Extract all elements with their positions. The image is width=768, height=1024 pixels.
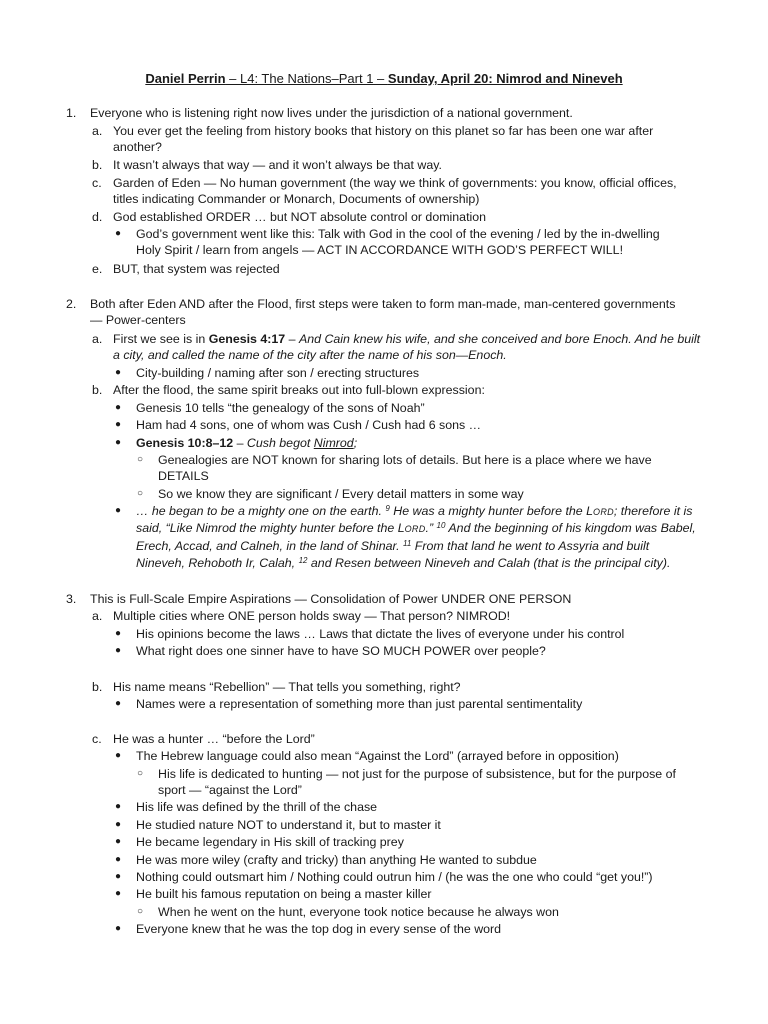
- sub-text: His name means “Rebellion” — That tells you something, right?: [113, 680, 461, 694]
- scripture-quote: From that land he went to Assyria and built: [411, 539, 650, 553]
- scripture-quote: ; therefore it is: [613, 504, 693, 518]
- bullet-icon: ●: [115, 505, 122, 516]
- bullet-text: [136, 503, 692, 520]
- bullet-icon: ●: [115, 750, 122, 761]
- scripture-reference: Genesis 4:17: [208, 332, 286, 346]
- bullet-text: His opinions become the laws … Laws that dictate the lives of everyone under his control: [136, 627, 625, 641]
- bullet-icon: ●: [115, 888, 122, 899]
- bullet-text: [136, 555, 670, 571]
- circle-bullet-icon: ○: [137, 488, 144, 499]
- circle-bullet-icon: ○: [137, 454, 144, 465]
- scripture-quote: Erech, Accad, and Calneh, in the land of Shinar.: [136, 539, 404, 553]
- bullet-icon: ●: [115, 367, 122, 378]
- sub-marker: b.: [92, 680, 103, 694]
- item-text: Both after Eden AND after the Flood, first steps were taken to form man-made, man-centered governments: [90, 297, 676, 311]
- sub-marker: b.: [92, 383, 103, 397]
- bullet-text: He built his famous reputation on being a master killer: [136, 887, 432, 901]
- small-caps-lord: ORD: [593, 507, 614, 517]
- sub-bullet-text: sport — “against the Lord”: [158, 783, 302, 797]
- page-title: [0, 70, 768, 87]
- verse-number: 10: [436, 521, 446, 530]
- bullet-icon: ●: [115, 801, 122, 812]
- scripture-quote: He was a mighty hunter before the L: [389, 504, 594, 518]
- bullet-text: God’s government went like this: Talk with God in the cool of the evening / led by the in-dwelling: [136, 227, 660, 241]
- item-number: 3.: [66, 592, 77, 606]
- sub-text: Multiple cities where ONE person holds sway — That person? NIMROD!: [113, 609, 511, 623]
- bullet-text: Everyone knew that he was the top dog in every sense of the word: [136, 922, 502, 936]
- title-author: Daniel Perrin: [145, 71, 226, 86]
- bullet-text: Nothing could outsmart him / Nothing could outrun him / (he was the one who could “get you!”): [136, 870, 653, 884]
- scripture-quote: said, “Like Nimrod the mighty hunter before the L: [136, 521, 405, 535]
- scripture-quote: Cush begot: [246, 436, 314, 450]
- bullet-text: He became legendary in His skill of tracking prey: [136, 835, 404, 849]
- sub-marker: d.: [92, 210, 103, 224]
- scripture-quote: And Cain knew his wife, and she conceived and bore Enoch. And he built: [298, 332, 701, 346]
- sub-marker: a.: [92, 332, 103, 346]
- scripture-quote: … he began to be a mighty one on the earth.: [136, 504, 386, 518]
- scripture-quote: a city, and called the name of the city after the name of his son—Enoch.: [113, 348, 507, 362]
- sub-bullet-text: DETAILS: [158, 469, 209, 483]
- text-span: First we see is in: [113, 332, 209, 346]
- sub-text: another?: [113, 140, 162, 154]
- bullet-text: Ham had 4 sons, one of whom was Cush / Cush had 6 sons …: [136, 418, 482, 432]
- bullet-icon: ●: [115, 228, 122, 239]
- sub-text: BUT, that system was rejected: [113, 262, 280, 276]
- sub-text: It wasn’t always that way — and it won’t always be that way.: [113, 158, 442, 172]
- item-number: 2.: [66, 297, 77, 311]
- bullet-icon: ●: [115, 871, 122, 882]
- bullet-text: [136, 435, 357, 451]
- title-date-topic: Sunday, April 20: Nimrod and Nineveh: [387, 71, 623, 86]
- sub-bullet-text: His life is dedicated to hunting — not just for the purpose of subsistence, but for the purpose of: [158, 767, 676, 781]
- bullet-icon: ●: [115, 854, 122, 865]
- verse-number: 12: [298, 556, 308, 565]
- bullet-text: Holy Spirit / learn from angels — ACT IN ACCORDANCE WITH GOD’S PERFECT WILL!: [136, 243, 624, 257]
- sub-text: He was a hunter … “before the Lord”: [113, 732, 315, 746]
- sub-marker: c.: [92, 732, 102, 746]
- text-span: –: [233, 436, 247, 450]
- text-span: –: [285, 332, 299, 346]
- bullet-text: The Hebrew language could also mean “Against the Lord” (arrayed before in opposition): [136, 749, 619, 763]
- sub-text: After the flood, the same spirit breaks out into full-blown expression:: [113, 383, 485, 397]
- circle-bullet-icon: ○: [137, 768, 144, 779]
- sub-marker: c.: [92, 176, 102, 190]
- bullet-text: City-building / naming after son / erecting structures: [136, 366, 420, 380]
- bullet-text: Names were a representation of something more than just parental sentimentality: [136, 697, 583, 711]
- sub-text: titles indicating Commander or Monarch, Documents of ownership): [113, 192, 480, 206]
- verse-number: 9: [385, 504, 390, 513]
- item-text: — Power-centers: [90, 313, 186, 327]
- sub-bullet-text: So we know they are significant / Every detail matters in some way: [158, 487, 524, 501]
- sub-marker: a.: [92, 609, 103, 623]
- sub-marker: b.: [92, 158, 103, 172]
- sub-text: [113, 331, 700, 347]
- scripture-quote: and Resen between Nineveh and Calah (that is the principal city).: [307, 556, 671, 570]
- item-text: Everyone who is listening right now lives under the jurisdiction of a national government.: [90, 106, 573, 120]
- title-lesson: – L4: The Nations–Part 1 –: [225, 71, 388, 86]
- sub-text: God established ORDER … but NOT absolute control or domination: [113, 210, 487, 224]
- item-text: This is Full-Scale Empire Aspirations — Consolidation of Power UNDER ONE PERSON: [90, 592, 572, 606]
- text-span: ;: [353, 436, 358, 450]
- scripture-quote: .”: [425, 521, 437, 535]
- bullet-icon: ●: [115, 437, 122, 448]
- sub-text: You ever get the feeling from history books that history on this planet so far has been one war after: [113, 124, 654, 138]
- sub-marker: a.: [92, 124, 103, 138]
- scripture-quote: Nineveh, Rehoboth Ir, Calah,: [136, 556, 299, 570]
- underlined-name: Nimrod: [313, 436, 354, 450]
- sub-marker: e.: [92, 262, 103, 276]
- bullet-icon: ●: [115, 923, 122, 934]
- sub-text: Garden of Eden — No human government (the way we think of governments: you know, official offices,: [113, 176, 677, 190]
- sub-bullet-text: When he went on the hunt, everyone took notice because he always won: [158, 905, 559, 919]
- bullet-icon: ●: [115, 698, 122, 709]
- bullet-icon: ●: [115, 628, 122, 639]
- bullet-text: What right does one sinner have to have SO MUCH POWER over people?: [136, 644, 546, 658]
- sub-bullet-text: Genealogies are NOT known for sharing lots of details. But here is a place where we have: [158, 453, 652, 467]
- circle-bullet-icon: ○: [137, 906, 144, 917]
- bullet-icon: ●: [115, 419, 122, 430]
- bullet-text: His life was defined by the thrill of the chase: [136, 800, 378, 814]
- bullet-icon: ●: [115, 645, 122, 656]
- bullet-text: [136, 538, 649, 554]
- small-caps-lord: ORD: [404, 524, 426, 534]
- item-number: 1.: [66, 106, 77, 120]
- bullet-icon: ●: [115, 819, 122, 830]
- sub-text: [113, 347, 507, 363]
- bullet-text: [136, 520, 696, 537]
- bullet-icon: ●: [115, 402, 122, 413]
- bullet-text: He was more wiley (crafty and tricky) than anything He wanted to subdue: [136, 853, 537, 867]
- bullet-text: Genesis 10 tells “the genealogy of the sons of Noah”: [136, 401, 425, 415]
- bullet-text: He studied nature NOT to understand it, but to master it: [136, 818, 441, 832]
- bullet-icon: ●: [115, 836, 122, 847]
- scripture-reference: Genesis 10:8–12: [136, 436, 234, 450]
- verse-number: 11: [403, 539, 412, 548]
- scripture-quote: And the beginning of his kingdom was Babel,: [445, 521, 696, 535]
